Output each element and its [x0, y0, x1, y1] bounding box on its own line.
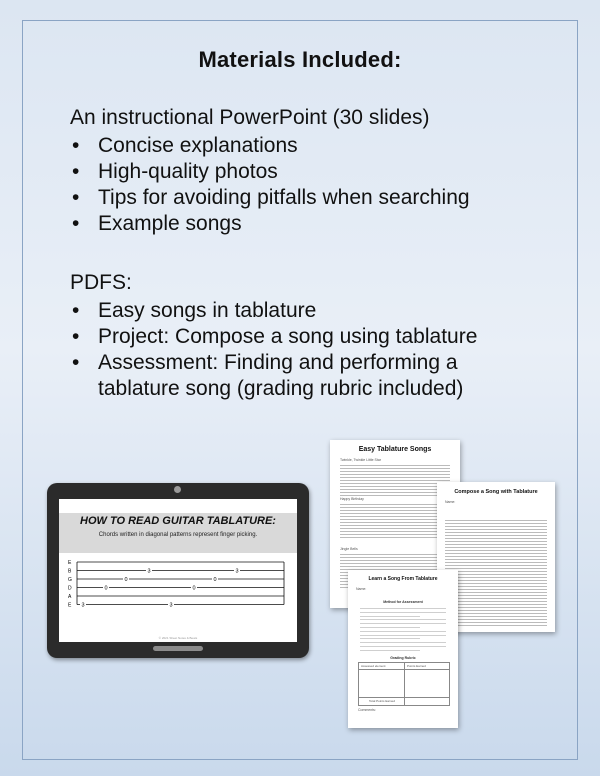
tablet-preview — [47, 483, 309, 658]
text-line — [360, 616, 420, 617]
staff-line — [445, 589, 547, 590]
text-line — [360, 612, 446, 613]
staff-line — [340, 560, 450, 561]
text-line — [360, 638, 420, 639]
staff-line — [340, 557, 450, 558]
staff-line — [445, 592, 547, 593]
staff-line — [445, 586, 547, 587]
string-label: B — [68, 568, 72, 575]
staff-line — [445, 574, 547, 575]
name-label: Name: — [356, 587, 367, 591]
staff-line — [340, 528, 450, 529]
slide-footer: © 2021 Sheet Notes & Beats — [158, 636, 198, 640]
staff-line — [445, 547, 547, 548]
staff-line — [340, 471, 450, 472]
staff-line — [445, 538, 547, 539]
staff-line — [445, 616, 547, 617]
staff-line — [445, 622, 547, 623]
fret-number: 0 — [192, 585, 196, 592]
staff-line — [445, 526, 547, 527]
staff-line — [340, 495, 450, 496]
rubric-col: Assessed element — [361, 664, 386, 668]
staff-line — [340, 531, 450, 532]
staff-line — [340, 492, 450, 493]
staff-line — [445, 541, 547, 542]
staff-line — [340, 468, 450, 469]
staff-line — [445, 571, 547, 572]
rubric-table — [358, 662, 450, 706]
staff-line — [340, 566, 450, 567]
pdfs-list — [70, 298, 538, 402]
staff-line — [445, 559, 547, 560]
slide-subtitle: Chords written in diagonal patterns represent finger picking. — [98, 532, 258, 538]
staff-line — [340, 537, 450, 538]
staff-line — [445, 583, 547, 584]
text-line — [360, 631, 446, 632]
song-title: Twinkle, Twinkle Little Star — [340, 458, 381, 462]
staff-line — [445, 523, 547, 524]
text-line — [360, 608, 446, 609]
staff-line — [445, 607, 547, 608]
text-line — [360, 642, 446, 643]
staff-line — [340, 465, 450, 466]
staff-line — [340, 516, 450, 517]
staff-line — [340, 489, 450, 490]
text-line — [360, 646, 446, 647]
staff-line — [340, 507, 450, 508]
string-label: A — [68, 594, 72, 600]
fret-number: 3 — [81, 602, 85, 609]
rubric-total: Total Points Earned — [369, 699, 396, 703]
string-label: G — [68, 577, 72, 583]
list-item: • Easy songs in tablature — [70, 298, 538, 324]
staff-line — [445, 553, 547, 554]
staff-line — [445, 625, 547, 626]
fret-number: 0 — [124, 577, 128, 583]
staff-line — [340, 554, 450, 555]
tab-staff — [59, 499, 297, 642]
string-label: D — [68, 585, 72, 592]
staff-line — [445, 610, 547, 611]
list-item: • Tips for avoiding pitfalls when searching — [70, 185, 470, 211]
text-line — [360, 650, 420, 651]
staff-line — [340, 510, 450, 511]
staff-line — [445, 619, 547, 620]
rubric-title: Grading Rubric — [390, 656, 416, 660]
string-label: E — [68, 560, 72, 566]
sheet-title: Compose a Song with Tablature — [454, 489, 538, 495]
staff-line — [445, 550, 547, 551]
worksheet-learn-song — [348, 570, 458, 728]
staff-line — [340, 522, 450, 523]
text-line — [360, 627, 420, 628]
staff-line — [445, 562, 547, 563]
song-title: Jingle Bells — [340, 547, 358, 551]
staff-line — [445, 529, 547, 530]
staff-line — [340, 480, 450, 481]
staff-line — [340, 513, 450, 514]
staff-line — [340, 504, 450, 505]
sheet-title: Learn a Song From Tablature — [368, 576, 438, 582]
camera-icon — [174, 486, 181, 493]
staff-line — [445, 544, 547, 545]
fret-number: 0 — [104, 585, 108, 592]
sheet-title: Easy Tablature Songs — [358, 446, 432, 453]
staff-line — [445, 613, 547, 614]
powerpoint-list — [70, 133, 470, 237]
staff-line — [340, 486, 450, 487]
staff-line — [445, 535, 547, 536]
text-line — [360, 623, 446, 624]
staff-line — [340, 519, 450, 520]
string-label: E — [68, 602, 72, 609]
staff-line — [445, 568, 547, 569]
staff-line — [340, 525, 450, 526]
staff-line — [445, 604, 547, 605]
staff-line — [445, 556, 547, 557]
list-item: • Assessment: Finding and performing a tablature song (grading rubric included) — [70, 350, 538, 402]
home-button — [153, 646, 203, 651]
fret-number: 3 — [235, 568, 239, 575]
staff-line — [340, 563, 450, 564]
staff-line — [445, 520, 547, 521]
staff-line — [445, 577, 547, 578]
fret-number: 3 — [169, 602, 173, 609]
song-title: Happy Birthday — [340, 497, 364, 501]
text-line — [360, 619, 446, 620]
list-item: • Example songs — [70, 211, 470, 237]
staff-line — [445, 595, 547, 596]
staff-line — [445, 601, 547, 602]
slide-title: HOW TO READ GUITAR TABLATURE: — [80, 515, 276, 527]
staff-line — [445, 598, 547, 599]
fret-number: 0 — [213, 577, 217, 583]
comments-label: Comments: — [358, 708, 376, 712]
rubric-col: Points Earned — [407, 664, 426, 668]
page-title: Materials Included: — [198, 47, 402, 72]
powerpoint-heading: An instructional PowerPoint (30 slides) — [70, 106, 430, 129]
pdfs-heading: PDFS: — [70, 271, 132, 294]
staff-line — [340, 474, 450, 475]
section-heading: Method for Assessment — [383, 600, 423, 604]
list-item: • High-quality photos — [70, 159, 470, 185]
staff-line — [340, 477, 450, 478]
list-item: • Concise explanations — [70, 133, 470, 159]
slide-screen — [59, 499, 297, 642]
name-label: Name: — [445, 500, 456, 504]
staff-line — [445, 580, 547, 581]
list-item: • Project: Compose a song using tablature — [70, 324, 538, 350]
staff-line — [340, 483, 450, 484]
staff-line — [340, 534, 450, 535]
fret-number: 3 — [147, 568, 151, 575]
text-line — [360, 635, 446, 636]
staff-line — [445, 565, 547, 566]
staff-line — [445, 532, 547, 533]
